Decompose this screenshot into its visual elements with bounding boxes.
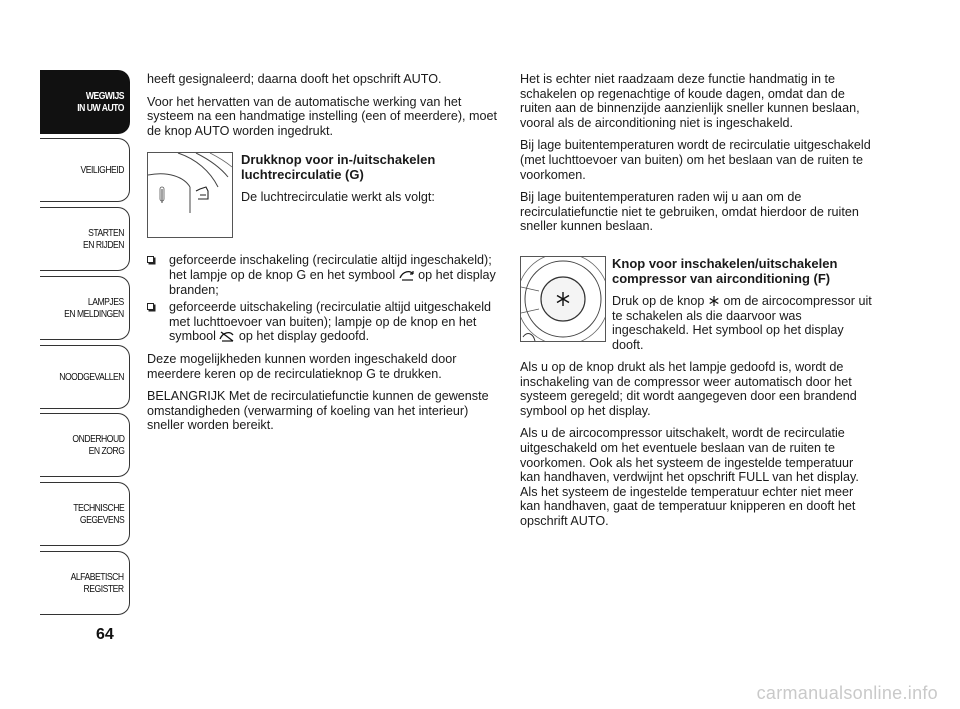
section-text: Druk op de knop om de aircocompressor uit te schakelen als die daarvoor was ingeschakeld. Het symbool op het display dooft.	[612, 293, 872, 352]
paragraph: Voor het hervatten van de automatische werking van het systeem na een handmatige instelling (een of meerdere), moet de knop AUTO worden ingedrukt.	[147, 94, 498, 138]
section-ac-compressor-button	[520, 256, 872, 354]
paragraph: Het is echter niet raadzaam deze functie handmatig in te schakelen op regenachtige of koude dagen, omdat dan de ruiten aan de binnenzijde aanzienlijk sneller kunnen beslaan, vooral als de airconditioning niet is ingeschakeld.	[520, 72, 860, 130]
paragraph: Als u de aircocompressor uitschakelt, wordt de recirculatie uitgeschakeld om het eventuele beslaan van de ruiten te voorkomen. Ook als het systeem de ingestelde temperatuur kan handhaven, verdwijnt het opschrift FULL van het display. Als het systeem de ingestelde temperatuur echter niet meer kan handhaven, gaat de temperatuur knipperen en dooft het opschrift AUTO.	[520, 426, 859, 528]
recirculation-symbol	[196, 187, 208, 199]
paragraph: Bij lage buitentemperaturen wordt de recirculatie uitgeschakeld (met luchttoevoer van buiten) om het beslaan van de ruiten te voorkomen.	[520, 138, 871, 182]
section-heading: Drukknop voor in-/uitschakelen luchtrecirculatie (G)	[241, 152, 436, 183]
page-number: 64	[96, 626, 114, 643]
ac-button-figure	[520, 256, 606, 342]
recirculation-section-text	[241, 152, 499, 205]
control-panel-illustration-icon	[148, 153, 232, 237]
paragraph: Deze mogelijkheden kunnen worden ingeschakeld door meerdere keren op de recirculatieknop G te drukken.	[147, 351, 457, 381]
recirculation-icon	[399, 269, 415, 281]
recirculation-off-icon	[219, 330, 235, 342]
snowflake-icon	[708, 295, 720, 307]
tab-lampjes-en-meldingen[interactable]: LAMPJES EN MELDINGEN	[40, 276, 130, 340]
tab-starten-en-rijden[interactable]: STARTEN EN RIJDEN	[40, 207, 130, 271]
ac-section-text	[612, 256, 872, 352]
tab-alfabetisch-register[interactable]: ALFABETISCH REGISTER	[40, 551, 130, 615]
watermark: carmanualsonline.info	[756, 683, 938, 703]
recirculation-button-figure	[147, 152, 233, 238]
section-text: De luchtrecirculatie werkt als volgt:	[241, 190, 435, 205]
tab-veiligheid[interactable]: VEILIGHEID	[40, 138, 130, 202]
section-recirculation-button	[147, 152, 499, 247]
tab-onderhoud-en-zorg[interactable]: ONDERHOUD EN ZORG	[40, 413, 130, 477]
left-column	[147, 72, 499, 441]
list-item: geforceerde inschakeling (recirculatie altijd ingeschakeld); het lampje op de knop G en het symbool op het display branden;	[147, 253, 499, 297]
bullet-list	[147, 253, 499, 344]
list-item: geforceerde uitschakeling (recirculatie altijd uitgeschakeld met luchttoevoer van buiten); lampje op de knop en het symbool op het display gedoofd.	[147, 300, 499, 344]
right-column	[520, 72, 872, 536]
tab-technische-gegevens[interactable]: TECHNISCHE GEGEVENS	[40, 482, 130, 546]
ac-knob-illustration-icon	[521, 257, 605, 341]
paragraph: heeft gesignaleerd; daarna dooft het opschrift AUTO.	[147, 72, 442, 86]
paragraph: Als u op de knop drukt als het lampje gedoofd is, wordt de inschakeling van de compressor weer automatisch door het systeem geregeld; dit wordt aangegeven door een brandend symbool op het display.	[520, 359, 857, 418]
tab-noodgevallen[interactable]: NOODGEVALLEN	[40, 345, 130, 409]
paragraph: BELANGRIJK Met de recirculatiefunctie kunnen de gewenste omstandigheden (verwarming of koeling van het interieur) sneller worden bereikt.	[147, 389, 489, 433]
paragraph: Bij lage buitentemperaturen raden wij u aan om de recirculatiefunctie niet te gebruiken, omdat hierdoor de ruiten sneller kunnen beslaan.	[520, 190, 859, 234]
tab-wegwijs[interactable]: WEGWIJS IN UW AUTO	[40, 70, 130, 134]
section-heading: Knop voor inschakelen/uitschakelen compressor van airconditioning (F)	[612, 255, 838, 286]
